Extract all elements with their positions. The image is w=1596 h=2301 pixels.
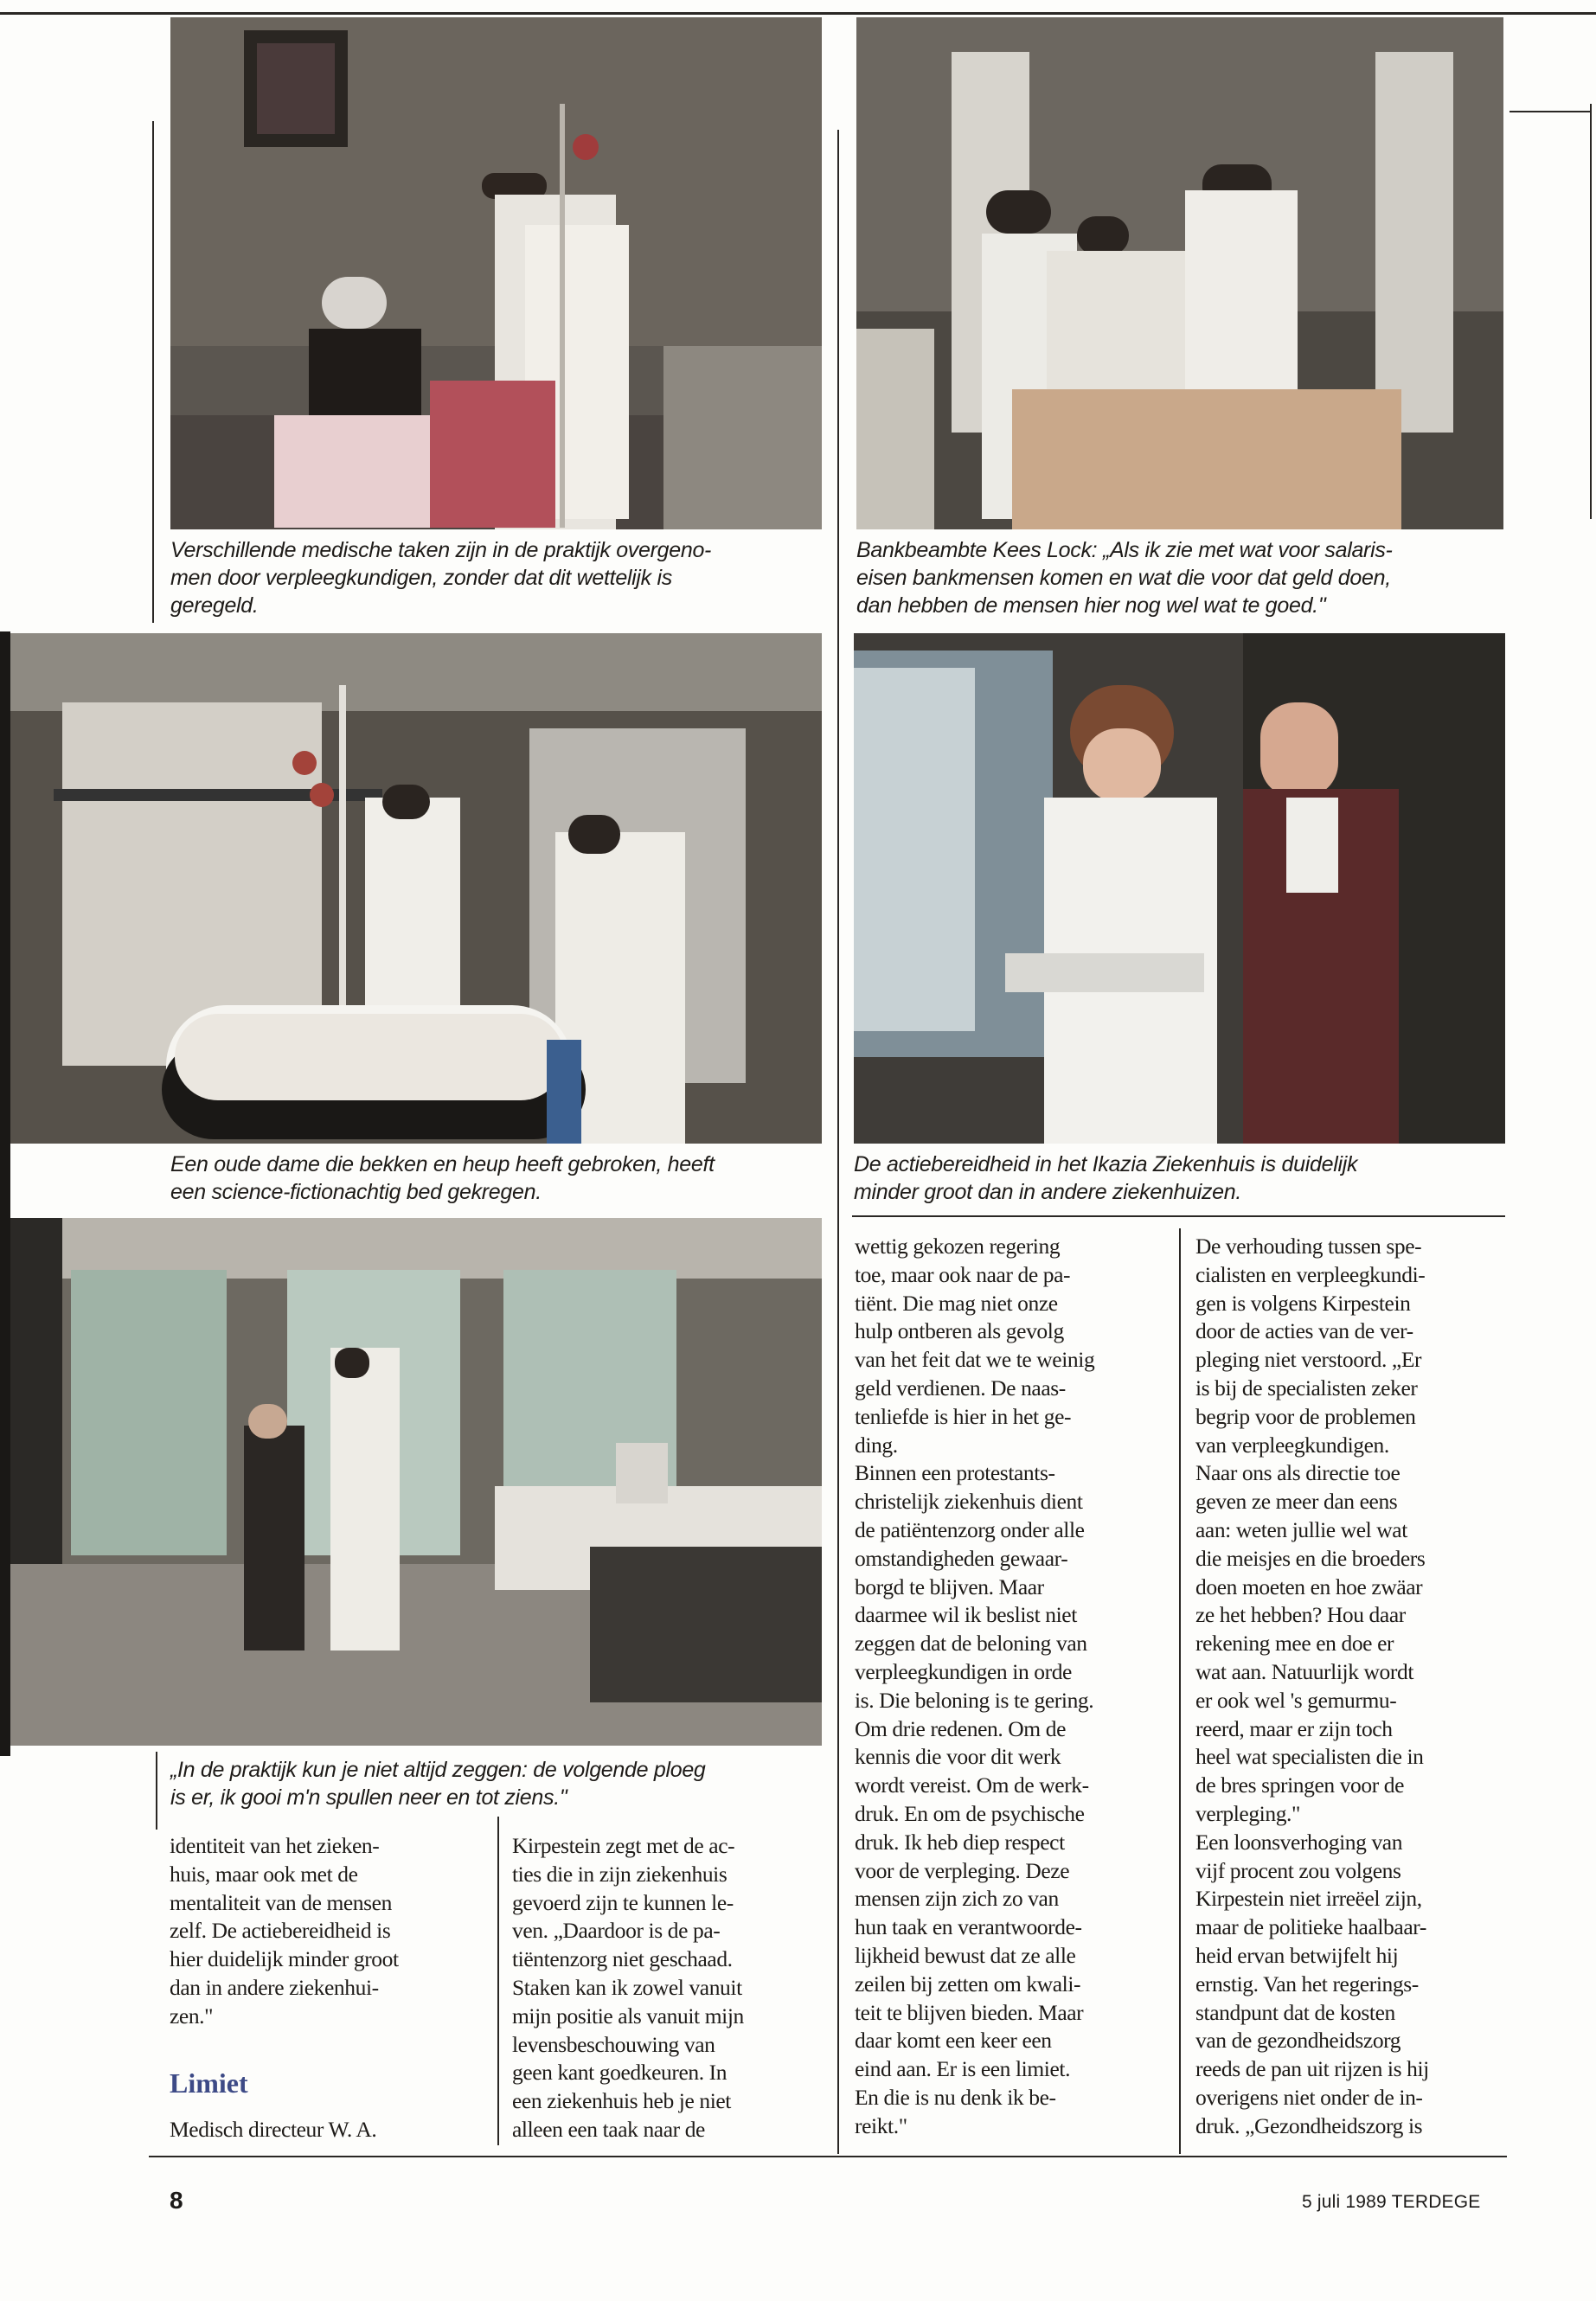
caption5-left-rule xyxy=(156,1752,157,1830)
article-column-3: wettig gekozen regering toe, maar ook naar de pa- tiënt. Die mag niet onze hulp ontberen als gevolg van het feit dat we te weinig geld verdienen. De naas- tenliefde is hier in het ge- ding. Binnen een protestants- christelijk ziekenhuis dient de patiëntenzorg onder alle omstandigheden gewaar- borgd te blijven. Maar daarmee wil ik beslist niet zeggen dat de beloning van verpleegkundigen in orde is. Die beloning is te gering. Om drie redenen. Om de kennis die voor dit werk wordt vereist. Om de werk- druk. En om de psychische druk. Ik heb diep respect voor de verpleging. Deze mensen zijn zich zo van hun taak en verantwoorde- lijkheid bewust dat ze alle zeilen bij zetten om kwali- teit te blijven bieden. Maar daar komt een keer een eind aan. Er is een limiet. En die is nu denk ik be- reikt." xyxy=(855,1234,1095,2138)
col-top-rule xyxy=(852,1215,1505,1217)
top-border xyxy=(0,12,1596,15)
caption-photo-2: Bankbeambte Kees Lock: „Als ik zie met wat voor salaris- eisen bankmensen komen en wat die voor dat geld doen, dan hebben de mensen hier nog wel wat te goed." xyxy=(856,538,1393,618)
two-nurses-with-patient-photo xyxy=(856,17,1503,529)
nurse-and-elderly-woman-photo xyxy=(170,17,822,529)
caption-photo-5: „In de praktijk kun je niet altijd zeggen: de volgende ploeg is er, ik gooi m'n spullen neer en tot ziens." xyxy=(170,1758,706,1810)
left-rule-top xyxy=(152,121,154,623)
bottom-rule xyxy=(149,2156,1507,2157)
col-divider-4 xyxy=(1179,1228,1181,2154)
col-divider-2 xyxy=(497,1817,499,2145)
right-top-rule xyxy=(1509,111,1592,112)
caption-photo-4: De actiebereidheid in het Ikazia Ziekenhuis is duidelijk minder groot dan in andere ziekenhuizen. xyxy=(854,1152,1358,1204)
article-column-2: Kirpestein zegt met de ac- ties die in zijn ziekenhuis gevoerd zijn te kunnen le- ven. „Daardoor is de pa- tiëntenzorg niet geschaad. Staken kan ik zowel vanuit mijn positie als vanuit mijn levensbeschouwing van geen kant goedkeuren. In een ziekenhuis heb je niet alleen een taak naar de xyxy=(512,1833,744,2142)
caption-photo-1: Verschillende medische taken zijn in de praktijk overgeno- men door verpleegkundigen, zonder dat dit wettelijk is geregeld. xyxy=(170,538,712,618)
right-edge-rule xyxy=(1590,104,1592,519)
science-fiction-bed-photo xyxy=(10,633,822,1144)
article-column-1: identiteit van het zieken- huis, maar ook met de mentaliteit van de mensen zelf. De actiebereidheid is hier duidelijk minder groot dan in andere ziekenhui- zen." xyxy=(170,1833,399,2029)
page-number: 8 xyxy=(170,2187,183,2214)
caption-photo-3: Een oude dame die bekken en heup heeft gebroken, heeft een science-fictionachtig bed gekregen. xyxy=(170,1152,715,1204)
col-divider-3 xyxy=(837,1228,839,2154)
center-rule xyxy=(837,130,839,1272)
binding-edge xyxy=(0,631,10,1756)
article-column-1-continued: Medisch directeur W. A. xyxy=(170,2117,377,2142)
section-heading-limiet: Limiet xyxy=(170,2067,248,2099)
nurse-and-elderly-man-photo xyxy=(854,633,1505,1144)
article-column-4: De verhouding tussen spe- cialisten en verpleegkundi- gen is volgens Kirpestein door de acties van de ver- pleging niet verstoord. „Er is bij de specialisten zeker begrip voor de problemen van verpleegkundigen. Naar ons als directie toe geven ze meer dan eens aan: weten jullie wel wat die meisjes en die broeders doen moeten en hoe zwäar ze het hebben? Hou daar rekening mee en doe er wat aan. Natuurlijk wordt er ook wel 's gemurmu- reerd, maar er zijn toch heel wat specialisten die in de bres springen voor de verpleging." Een loonsverhoging van vijf procent zou volgens Kirpestein niet irreëel zijn, maar de politieke haalbaar- heid ervan betwijfelt hij ernstig. Van het regerings- standpunt dat de kosten van de gezondheidszorg reeds de pan uit rijzen is hij overigens niet onder de in- druk. „Gezondheidszorg is xyxy=(1195,1234,1429,2138)
hospital-ward-photo xyxy=(10,1218,822,1746)
issue-dateline: 5 juli 1989 TERDEGE xyxy=(1302,2192,1481,2212)
